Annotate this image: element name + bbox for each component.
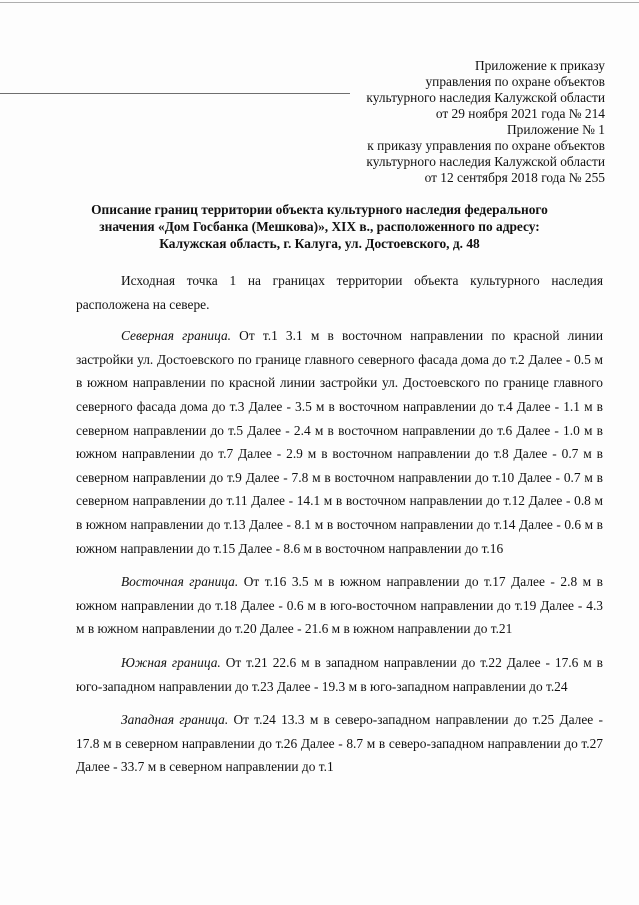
intro-paragraph: Исходная точка 1 на границах территории объекта культурного наследия расположена на севере. bbox=[76, 273, 603, 312]
header-line: к приказу управления по охране объектов bbox=[367, 138, 605, 153]
south-boundary-text: От т.21 22.6 м в западном направлении до т.22 Далее - 17.6 м в юго-западном направлении до т.23 Далее - 19.3 м в юго-западном направлении до т.24 bbox=[76, 654, 604, 694]
south-boundary-paragraph bbox=[76, 651, 603, 698]
north-boundary-paragraph bbox=[76, 324, 603, 560]
east-boundary-paragraph bbox=[76, 570, 603, 641]
west-boundary-text: От т.24 13.3 м в северо-западном направлении до т.25 Далее - 17.8 м в северном направлении до т.26 Далее - 8.7 м в северо-западном направлении до т.27 Далее - 33.7 м в северном направлении до т.1 bbox=[76, 712, 603, 775]
north-boundary-heading: Северная граница. bbox=[121, 328, 232, 344]
document-body bbox=[76, 269, 603, 789]
header-line: от 12 сентября 2018 года № 255 bbox=[424, 170, 605, 185]
header-line: Приложение № 1 bbox=[506, 122, 605, 137]
west-boundary-paragraph bbox=[76, 708, 603, 779]
title-line: Калужская область, г. Калуга, ул. Достоевского, д. 48 bbox=[159, 236, 480, 251]
scan-artifact-line bbox=[0, 2, 639, 3]
appendix-header bbox=[366, 58, 605, 186]
south-boundary-heading: Южная граница. bbox=[121, 654, 221, 670]
east-boundary-heading: Восточная граница. bbox=[121, 574, 239, 590]
east-boundary-text: От т.16 3.5 м в южном направлении до т.17 Далее - 2.8 м в южном направлении до т.18 Далее - 0.6 м в юго-восточном направлении до т.19 Далее - 4.3 м в южном направлении до т.20 Далее - 21.6 м в южном направлении до т.21 bbox=[76, 574, 603, 637]
header-line: культурного наследия Калужской области bbox=[366, 90, 605, 105]
title-line: Описание границ территории объекта культурного наследия федерального bbox=[91, 202, 548, 217]
west-boundary-heading: Западная граница. bbox=[121, 712, 229, 728]
header-line: от 29 ноября 2021 года № 214 bbox=[435, 106, 605, 121]
scan-artifact-line bbox=[0, 93, 350, 94]
document-title bbox=[40, 201, 599, 252]
header-line: Приложение к приказу bbox=[474, 58, 605, 73]
north-boundary-text: От т.1 3.1 м в восточном направлении по красной линии застройки ул. Достоевского по границе главного северного фасада дома до т.2 Далее - 0.5 м в южном направлении по красной линии застройки ул. Достоевского по границе главного северного фасада дома до т.3 Далее - 3.5 м в восточном направлении до т.4 Далее - 1.1 м в северном направлении до т.5 Далее - 2.4 м в восточном направлении до т.6 Далее - 1.0 м в южном направлении до т.7 Далее - 2.9 м в восточном направлении до т.8 Далее - 0.7 м в северном направлении до т.9 Далее - 7.8 м в восточном направлении до т.10 Далее - 0.7 м в северном направлении до т.11 Далее - 14.1 м в восточном направлении до т.12 Далее - 0.8 м в южном направлении до т.13 Далее - 8.1 м в восточном направлении до т.14 Далее - 0.6 м в южном направлении до т.15 Далее - 8.6 м в восточном направлении до т.16 bbox=[76, 328, 604, 556]
header-line: культурного наследия Калужской области bbox=[366, 154, 605, 169]
header-line: управления по охране объектов bbox=[425, 74, 605, 89]
title-line: значения «Дом Госбанка (Мешкова)», XIX в., расположенного по адресу: bbox=[99, 219, 540, 234]
